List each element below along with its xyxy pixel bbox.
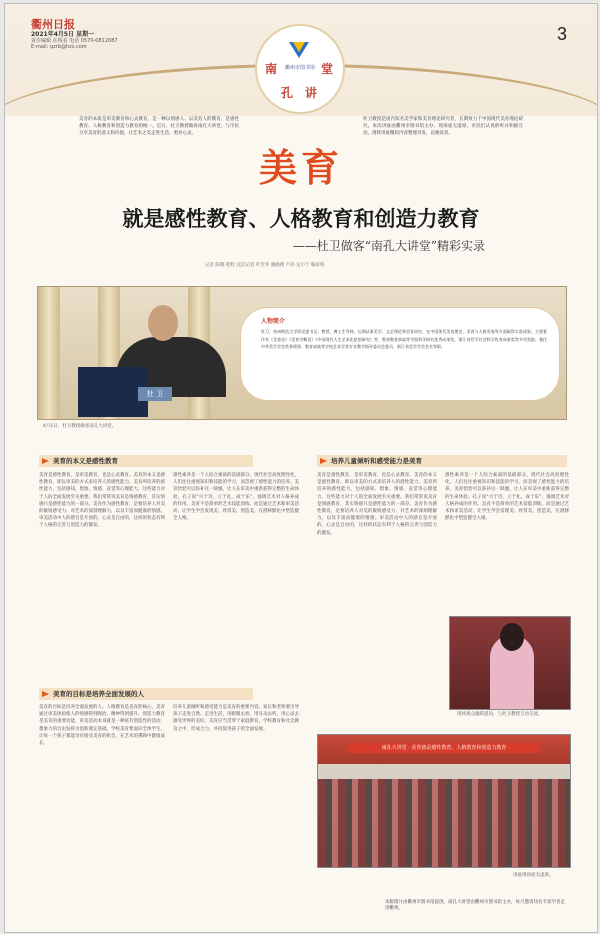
newspaper-page bbox=[4, 3, 598, 933]
section-heading-2: 美育的目标是培养全面发展的人 bbox=[39, 688, 253, 700]
paper-name: 衢州日报 bbox=[31, 18, 75, 31]
speaker-nameplate: 杜 卫 bbox=[138, 387, 172, 401]
page-number: 3 bbox=[556, 24, 567, 44]
masthead bbox=[5, 4, 597, 116]
hall-banner: 南孔大讲堂 · 美育就是感性教育、人格教育和创造力教育 bbox=[348, 743, 540, 753]
hall-photo-caption: 讲座现场座无虚席。 bbox=[513, 873, 554, 878]
meta-line: 责任编辑 在线看 电话 0570-0812087 bbox=[31, 38, 118, 44]
intro-paragraph-left: 美育的本质是审美教育和心灵教育，是一种以情感人、以美育人的教育，是感性教育、人格教育和创造力教育的统一。近日，杜卫教授做客南孔大讲堂，与市民分享美育的意义和价值，让艺术之美走进生活，照亮心灵。 bbox=[79, 117, 239, 136]
body-column-4: 培养儿童倾听和感受能力是美育的重要内容。家长和老师要引导孩子走进自然、走进生活，用眼睛去看，用耳朵去听，用心灵去感受世界的美好。美育应当贯穿于家庭教育、学校教育和社会教育之中，形成合力，共同促进孩子的全面发展。 bbox=[173, 705, 299, 732]
section-heading-1: 美育的本义是感性教育 bbox=[39, 455, 253, 467]
lecture-photo bbox=[37, 286, 567, 420]
lecture-logo-icon bbox=[287, 40, 311, 60]
body-column-6: 感性素养是一个人综合素质的基础部分。现代社会高度理性化，人们往往重视知识和技能的学习，而忽视了感性能力的培养。美育恰恰可以弥补这一缺憾，让人在审美中重新获得完整的生命体验。孔子说“兴于诗，立于礼，成于乐”，强调艺术对人格养成的作用。美育不是简单的艺术技能训练，而是通过艺术和审美活动，让学生学会发现美、欣赏美、创造美，在潜移默化中塑造健全人格。 bbox=[445, 473, 569, 522]
emblem-char-top-left: 南 bbox=[265, 62, 278, 76]
date-line: 2021年4月5日 星期一 bbox=[31, 31, 95, 38]
emblem-char-bottom-right: 讲 bbox=[305, 86, 318, 100]
profile-box-title: 人物简介 bbox=[261, 318, 286, 325]
audience-crowd bbox=[318, 779, 570, 867]
audience-photo-caption: 现场观众踊跃提问，与杜卫教授互动交流。 bbox=[457, 712, 543, 717]
profile-box-text: 杜卫，杭州师范大学原党委书记，教授，博士生导师。长期从事美学、文艺理论和美育研究，在中国现代美育理论、美育与人格发展等方面取得丰富成果。主要著作有《美育论》《美育学概论》《中国现代人生艺术化思想研究》等，曾获教育部高等学校科学研究优秀成果奖、浙江省哲学社会科学优秀成果奖等多项奖励。兼任中华美学学会常务理事、教育部高等学校艺术学类专业教学指导委员会委员、浙江省美学学会会长等职。 bbox=[261, 329, 547, 349]
page-footnote: 本版图片由衢州市图书馆提供。南孔大讲堂由衢州市图书馆主办，每月邀请知名专家学者走进衢州。 bbox=[385, 900, 565, 911]
lecture-hall-photo bbox=[317, 734, 571, 868]
audience-question-photo bbox=[449, 616, 571, 710]
speaker-head bbox=[148, 305, 178, 341]
body-column-2: 感性素养是一个人综合素质的基础部分。现代社会高度理性化，人们往往重视知识和技能的学习，而忽视了感性能力的培养。美育恰恰可以弥补这一缺憾，让人在审美中重新获得完整的生命体验。孔子说“兴于诗，立于礼，成于乐”，强调艺术对人格养成的作用。美育不是简单的艺术技能训练，而是通过艺术和审美活动，让学生学会发现美、欣赏美、创造美，在潜移默化中塑造健全人格。 bbox=[173, 473, 299, 522]
emblem-char-top-right: 堂 bbox=[321, 62, 334, 76]
body-column-1: 美育是感性教育，是审美教育，也是心灵教育。美育的本义是感性教育，即以审美的方式来培养人的感性能力。美育所培养的感性能力，包括感知、想象、情感、直觉等心理能力，这些能力对于人的全面发展至关重要。我们常常说美育是情感教育，其实情感只是感性能力的一部分。美育作为感性教育，是要培养人对美的敏锐感受力、对艺术的深刻理解力，以及丰富而健康的情感。审美活动中人的感官是开放的，心灵是自由的，这样的状态有利于人格的完善与创造力的激发。 bbox=[39, 473, 165, 529]
byline: 记者 陈晓 程程 沉沉记者 叶芳华 潘晓燕 卢泽 吴小宁 编审校 bbox=[205, 263, 325, 268]
profile-box bbox=[240, 307, 560, 401]
emblem-center-text: 衢州市图书馆 bbox=[284, 65, 315, 71]
section-heading-3: 培养儿童倾听和感受能力是美育 bbox=[317, 455, 567, 467]
body-column-5: 美育是感性教育，是审美教育，也是心灵教育。美育的本义是感性教育，即以审美的方式来培养人的感性能力。美育所培养的感性能力，包括感知、想象、情感、直觉等心理能力，这些能力对于人的全面发展至关重要。我们常常说美育是情感教育，其实情感只是感性能力的一部分。美育作为感性教育，是要培养人对美的敏锐感受力、对艺术的深刻理解力，以及丰富而健康的情感。审美活动中人的感官是开放的，心灵是自由的，这样的状态有利于人格的完善与创造力的激发。 bbox=[317, 473, 437, 536]
headline-sub: ——杜卫做客“南孔大讲堂”精彩实录 bbox=[292, 239, 485, 253]
paper-meta bbox=[31, 32, 141, 50]
body-column-3: 美育的目标是培养全面发展的人。人格教育是美育的核心，美育通过审美体验使人的情感得到陶冶、精神得到提升。创造力教育是美育的重要功能，审美活动本身就是一种富有创造性的活动，想象力的自由发挥为创新奠定基础。学校美育要面向全体学生，让每一个孩子都能享有接受美育的机会，在艺术的熏陶中健康成长。 bbox=[39, 705, 165, 747]
photo-curtain bbox=[38, 287, 60, 419]
headline-main: 就是感性教育、人格教育和创造力教育 bbox=[122, 207, 480, 231]
questioner-head bbox=[500, 623, 524, 651]
headline-kicker: 美育 bbox=[258, 146, 343, 190]
emblem-char-bottom-left: 孔 bbox=[281, 86, 294, 100]
lecture-photo-caption: 4月1日，杜卫教授做客南孔大讲堂。 bbox=[43, 424, 117, 429]
lecture-emblem bbox=[255, 24, 345, 114]
email-line: E-mail: qzrb@hzs.com bbox=[31, 44, 87, 50]
intro-paragraph-right: 杜卫教授是国内知名美学家和美育理论研究者，长期致力于中国现代美育理论研究。本次讲座由衢州市图书馆主办，现场座无虚席，市民们认真聆听并积极互动。现将讲座精彩内容整理刊发，以飨读者。 bbox=[363, 117, 523, 136]
